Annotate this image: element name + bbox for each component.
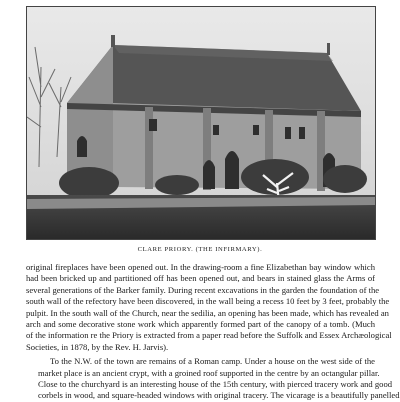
text-line: market place is an ancient crypt, with a groined roof supported in the centre by an octangular pillar. <box>38 367 380 378</box>
text-line: of the information re the Priory is extracted from a paper read before the Suffolk and Essex Archæological <box>26 330 392 341</box>
text-line: south wall of the refectory have been discovered, in the wall being a recess 10 feet by 3 feet, probably the <box>26 296 390 307</box>
text-line: To the N.W. of the town are remains of a Roman camp. Under a house on the west side of the <box>50 356 375 367</box>
paragraph-2 <box>26 356 400 402</box>
text-line: arch and some decorative stone work which apparently formed part of the canopy of a tomb. (Much <box>26 319 375 330</box>
text-line: original fireplaces have been opened out. In the drawing-room a fine Elizabethan bay window which <box>26 262 375 272</box>
photo-caption: CLARE PRIORY. (THE INFIRMARY). <box>137 246 263 253</box>
paragraph-1 <box>26 262 392 353</box>
infirmary-photograph <box>26 6 376 240</box>
text-line: had been bricked up and partitioned off has been opened out, and bears in stained glass the Arms of <box>26 273 375 284</box>
text-line: Societies, in 1878, by the Rev. H. Jarvis). <box>26 341 169 352</box>
body-text <box>26 262 400 402</box>
text-line: Close to the churchyard is an interesting house of the 15th century, with pierced tracery work and good <box>38 379 393 390</box>
text-line: several generations of the Barker family. During recent excavations in the garden the foundation of the <box>26 284 380 295</box>
text-line: pulpit. In the south wall of the Church, near the sedilia, an opening has been made, which has revealed an <box>26 307 389 318</box>
text-line: corbels in wood, and square-headed windows with original tracery. The vicarage is a beautifully panelled <box>38 390 400 401</box>
